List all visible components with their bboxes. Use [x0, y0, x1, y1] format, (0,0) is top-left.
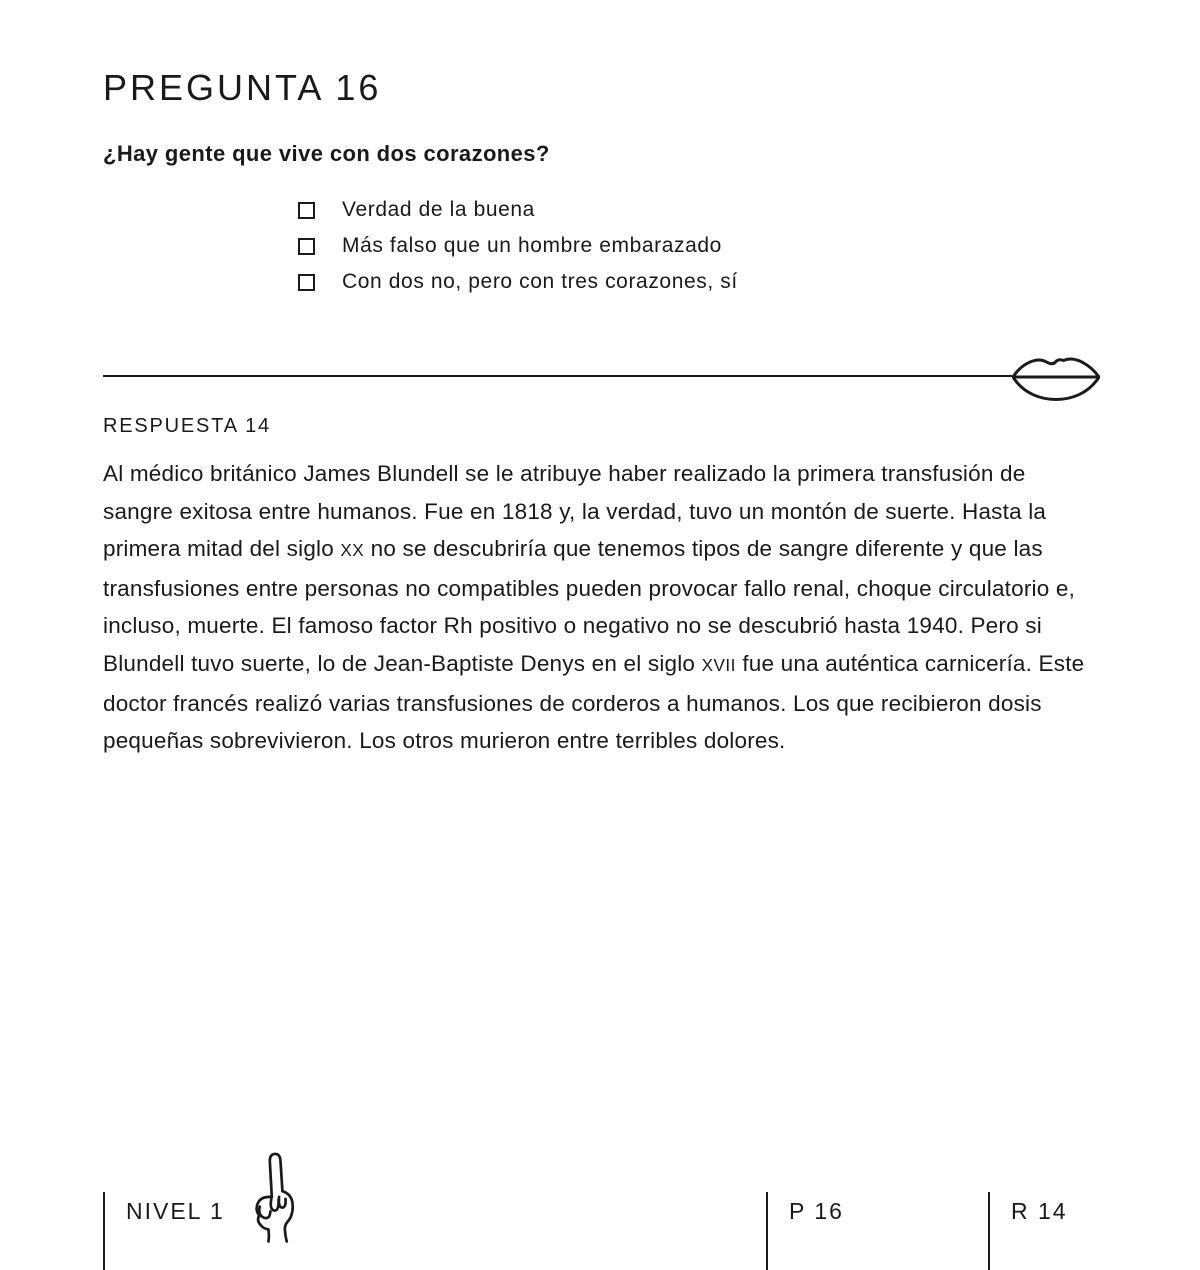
answer-smallcaps: XVII — [701, 655, 736, 675]
page-ref — [766, 1192, 844, 1270]
answer-ref-label: R 14 — [1011, 1198, 1068, 1224]
answer-heading: RESPUESTA 14 — [103, 415, 271, 437]
option-label: Con dos no, pero con tres corazones, sí — [342, 270, 738, 293]
answer-smallcaps: XX — [340, 541, 365, 561]
answer-segment: fue una auténtica carnicería. Este doctor francés realizó varias transfusiones de corderos a humanos. Los que recibieron dosis pequeñas sobrevivieron. Los otros murieron entre terribles dolores. — [103, 650, 1085, 754]
divider-line — [103, 375, 1012, 377]
option-checkbox[interactable] — [298, 274, 315, 291]
answer-segment: Al médico británico James Blundell se le atribuye haber realizado la primera transfusión de sangre exitosa entre humanos. Fue en 1818 y, la verdad, tuvo un montón de suerte. Hasta la primera mitad del siglo — [103, 461, 1047, 562]
question-number-heading: PREGUNTA 16 — [103, 67, 382, 108]
answer-text — [103, 455, 1100, 760]
option-row — [298, 192, 1100, 228]
pointing-hand-icon — [237, 1147, 295, 1245]
lips-icon — [1012, 351, 1100, 401]
quiz-page — [0, 67, 1200, 760]
level-indicator — [103, 1192, 225, 1270]
option-row — [298, 228, 1100, 264]
answer-ref — [988, 1192, 1068, 1270]
option-label: Más falso que un hombre embarazado — [342, 234, 722, 257]
options-list — [298, 192, 1100, 300]
option-checkbox[interactable] — [298, 202, 315, 219]
option-label: Verdad de la buena — [342, 198, 535, 221]
section-divider — [103, 351, 1100, 401]
answer-segment: no se descubriría que tenemos tipos de sangre diferente y que las transfusiones entre personas no compatibles pueden provocar fallo renal, choque circulatorio e, incluso, muerte. El famoso factor Rh positivo o negativo no se descubrió hasta 1940. Pero si Blundell tuvo suerte, lo de Jean-Baptiste Denys en el siglo — [103, 536, 1076, 676]
option-checkbox[interactable] — [298, 238, 315, 255]
option-row — [298, 264, 1100, 300]
page-ref-label: P 16 — [789, 1198, 844, 1224]
level-label: NIVEL 1 — [126, 1198, 225, 1224]
question-text: ¿Hay gente que vive con dos corazones? — [103, 141, 550, 166]
